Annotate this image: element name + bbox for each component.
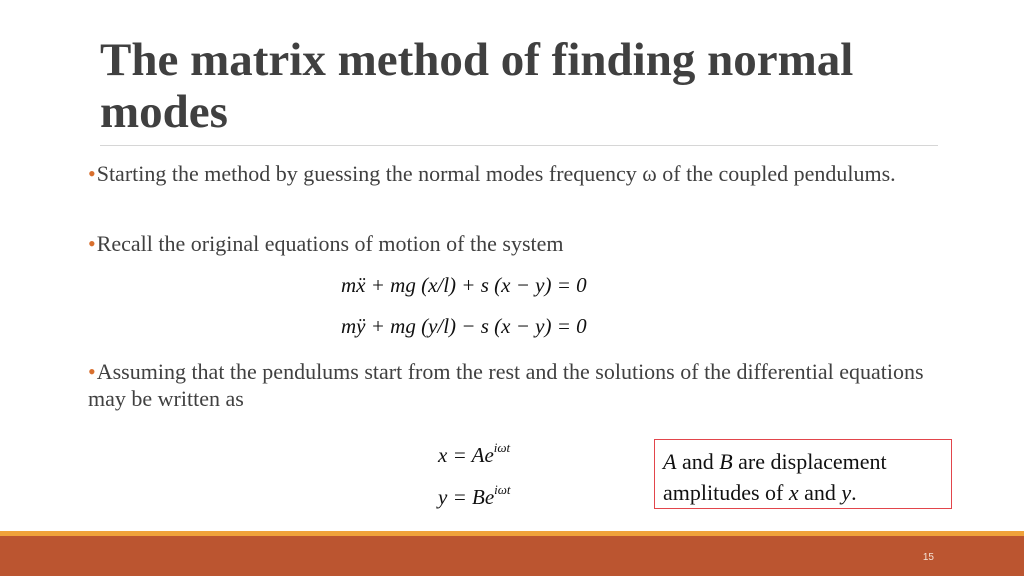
note-b: B <box>719 449 733 474</box>
note-box <box>654 439 952 509</box>
solution-y <box>438 484 511 510</box>
note-end: . <box>851 480 857 505</box>
solution-y-text: $y = Be^{i\omega t}$ <box>438 482 511 509</box>
note-y: y <box>841 480 852 505</box>
note-x: x <box>788 480 799 505</box>
note-a: A <box>663 449 677 474</box>
page-number: 15 <box>922 552 934 563</box>
note-and-2: and <box>798 480 842 505</box>
bullet-2 <box>88 230 928 257</box>
slide-title: The matrix method of finding normal modes <box>100 34 854 138</box>
bullet-1 <box>88 160 928 187</box>
note-and-1: and <box>676 449 720 474</box>
bullet-dot: • <box>88 161 96 186</box>
bullet-dot: • <box>88 359 96 384</box>
bullet-2-text: Recall the original equations of motion of the system <box>96 231 564 256</box>
title-divider <box>100 145 938 146</box>
bullet-3 <box>88 358 928 412</box>
note-text: are displacement amplitudes of <box>663 449 887 505</box>
solution-x-text: $x = Ae^{i\omega t}$ <box>438 440 511 467</box>
solution-x <box>438 442 510 468</box>
footer-bar <box>0 536 1024 576</box>
equation-motion-x: mẍ + mg (x/l) + s (x − y) = 0 <box>341 273 587 297</box>
bullet-3-text: Assuming that the pendulums start from the rest and the solutions of the differential equations may be written as <box>88 359 924 411</box>
bullet-dot: • <box>88 231 96 256</box>
bullet-1-text: Starting the method by guessing the normal modes frequency ω of the coupled pendulums. <box>96 161 896 186</box>
equation-motion-y: mÿ + mg (y/l) − s (x − y) = 0 <box>341 314 587 338</box>
